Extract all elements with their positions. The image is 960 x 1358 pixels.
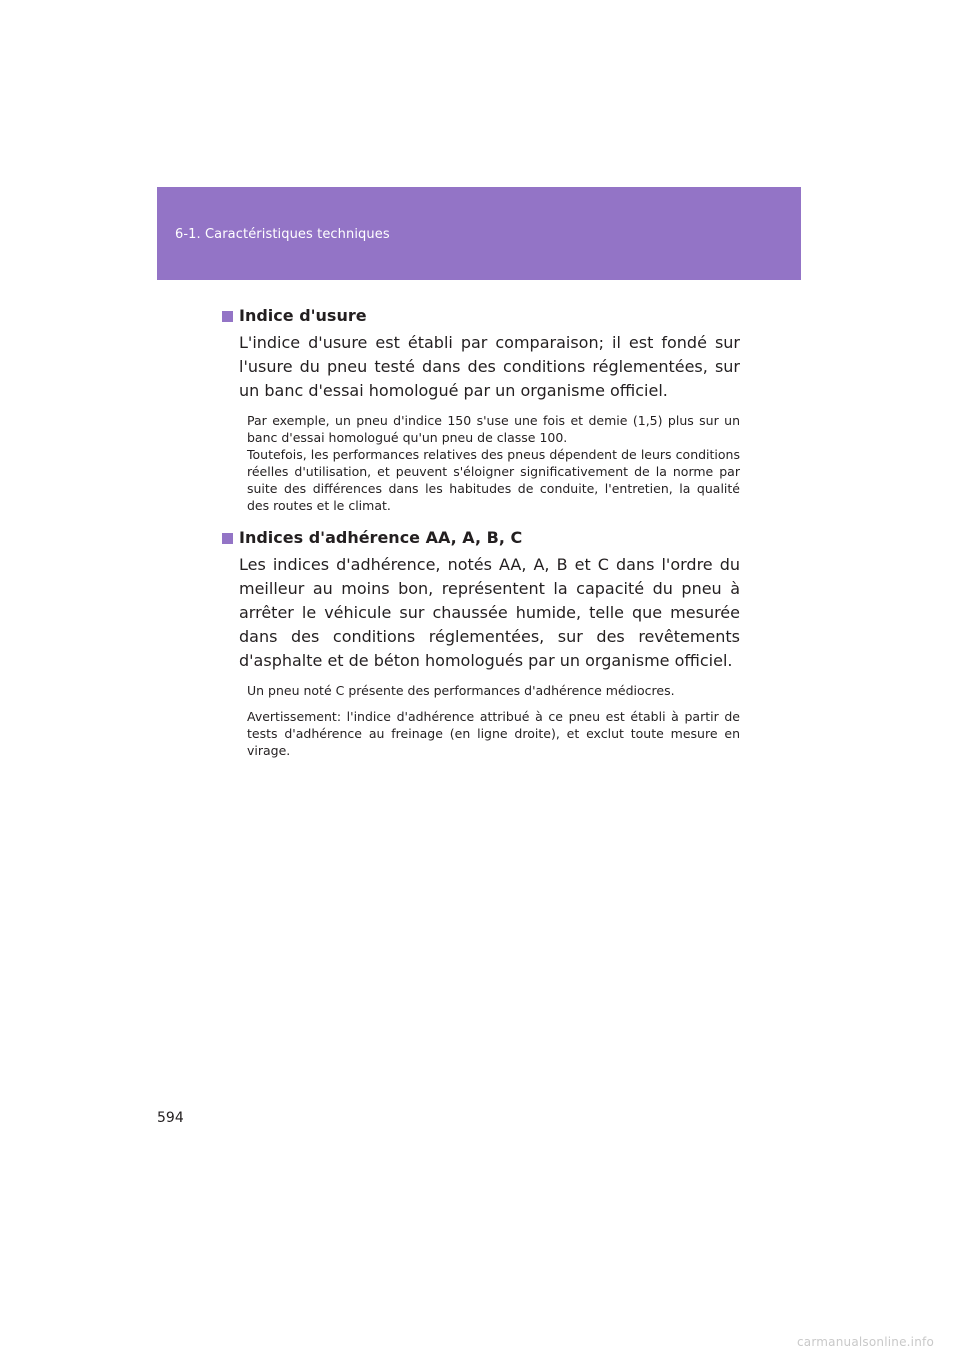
chapter-header-band: [157, 187, 801, 280]
section-heading-text: Indice d'usure: [239, 306, 367, 325]
section-grip-index: [222, 527, 740, 759]
section-body: Les indices d'adhérence, notés AA, A, B et C dans l'ordre du meilleur au moins bon, représentent la capacité du pneu à arrêter le véhicule sur chaussée humide, telle que mesurée dans des conditions réglementées, sur des revêtements d'asphalte et de béton homologués par un organisme officiel.: [239, 555, 740, 670]
section-wear-index: [222, 305, 740, 514]
section-title: 6-1. Caractéristiques techniques: [175, 227, 390, 242]
square-bullet-icon: [222, 311, 233, 322]
section-heading: [222, 305, 740, 327]
page-number: 594: [157, 1110, 184, 1126]
note-paragraph: Toutefois, les performances relatives des pneus dépendent de leurs conditions réelles d'utilisation, et peuvent s'éloigner significativement de la norme par suite des différences dans les habitudes de conduite, l'entretien, la qualité des routes et le climat.: [247, 447, 740, 513]
note-paragraph: Avertissement: l'indice d'adhérence attribué à ce pneu est établi à partir de tests d'adhérence au freinage (en ligne droite), et exclut toute mesure en virage.: [247, 709, 740, 758]
section-body: L'indice d'usure est établi par comparaison; il est fondé sur l'usure du pneu testé dans des conditions réglementées, sur un banc d'essai homologué par un organisme officiel.: [239, 333, 740, 400]
note-paragraph: Par exemple, un pneu d'indice 150 s'use une fois et demie (1,5) plus sur un banc d'essai homologué qu'un pneu de classe 100.: [247, 413, 740, 445]
section-heading-text: Indices d'adhérence AA, A, B, C: [239, 528, 523, 547]
note-block: [222, 682, 740, 759]
page-content: [222, 305, 740, 759]
note-paragraph: Un pneu noté C présente des performances d'adhérence médiocres.: [247, 683, 675, 698]
square-bullet-icon: [222, 533, 233, 544]
note-block: [222, 412, 740, 514]
section-heading: [222, 527, 740, 549]
watermark: carmanualsonline.info: [797, 1335, 934, 1349]
